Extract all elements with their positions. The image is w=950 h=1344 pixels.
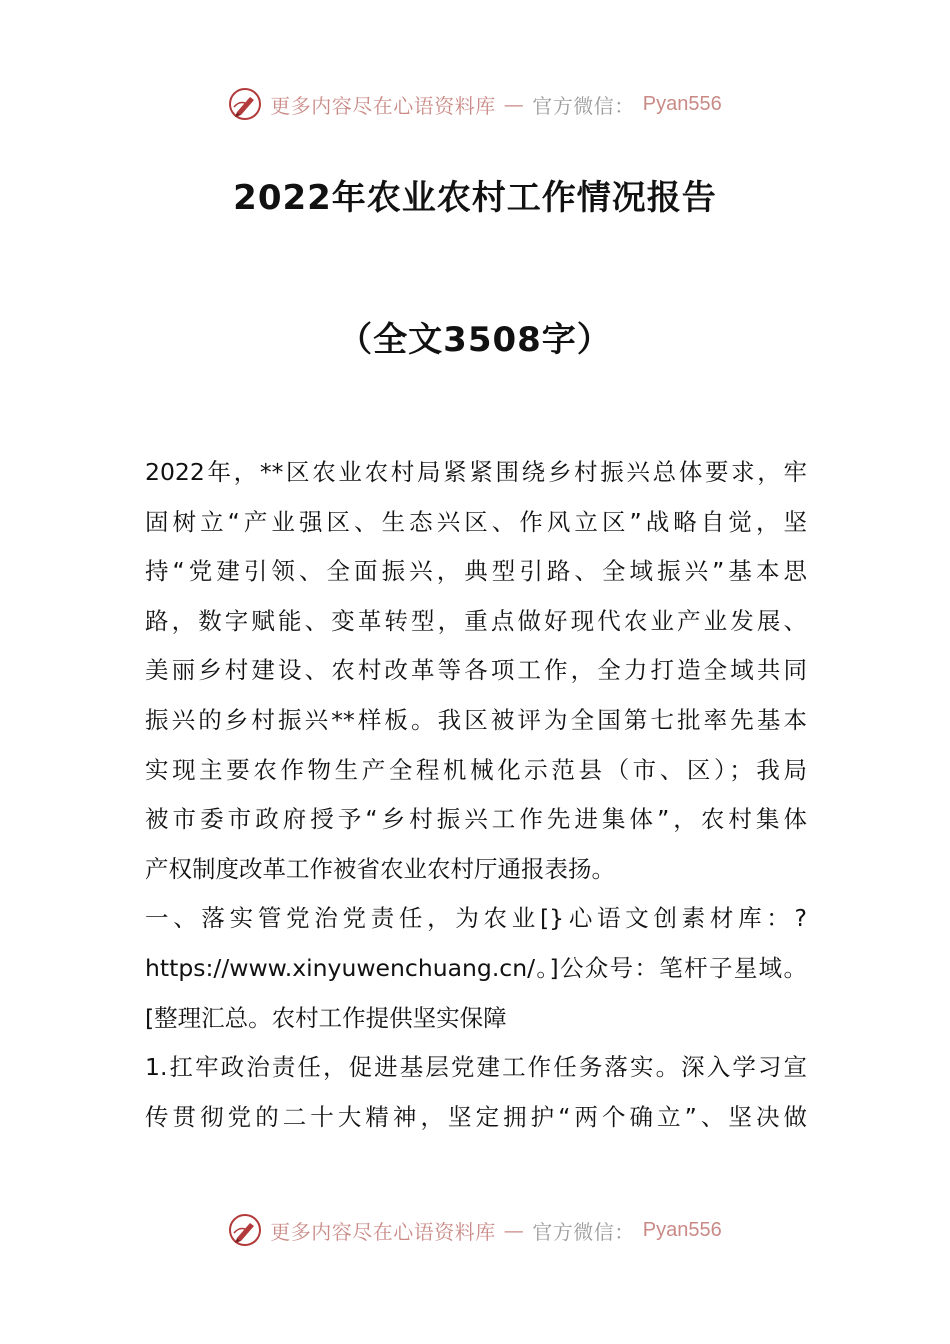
pen-logo-icon (228, 1213, 262, 1247)
section-heading-line: 一、落实管党治党责任，为农业[}心语文创素材库：? (145, 904, 807, 933)
section-heading-line: https://www.xinyuwenchuang.cn/。]公众号：笔杆子星域。 (145, 953, 807, 982)
footer-watermark (0, 1210, 950, 1250)
watermark-official-label: 官方微信： (532, 1219, 635, 1244)
section-heading-line: [整理汇总。农村工作提供坚实保障 (145, 1003, 507, 1032)
body-line: 产权制度改革工作被省农业农村厅通报表扬。 (145, 854, 615, 883)
watermark-wechat-id: Pyan556 (642, 1218, 722, 1241)
body-line: 实现主要农作物生产全程机械化示范县（市、区）；我局 (145, 755, 807, 784)
body-line: 美丽乡村建设、农村改革等各项工作，全力打造全域共同 (145, 656, 807, 685)
watermark-dash: — (503, 92, 525, 116)
body-line: 持“党建引领、全面振兴，典型引路、全域振兴”基本思 (145, 557, 807, 586)
body-line: 固树立“产业强区、生态兴区、作风立区”战略自觉，坚 (145, 507, 807, 536)
body-line: 被市委市政府授予“乡村振兴工作先进集体”，农村集体 (145, 805, 807, 834)
body-line: 振兴的乡村振兴**样板。我区被评为全国第七批率先基本 (145, 705, 807, 734)
watermark-wechat-id: Pyan556 (642, 92, 722, 115)
document-body (145, 448, 807, 1142)
document-title: 2022年农业农村工作情况报告 (233, 178, 717, 218)
pen-logo-icon (228, 87, 262, 121)
watermark-brand: 更多内容尽在心语资料库 (270, 93, 496, 118)
body-line: 2022年，**区农业农村局紧紧围绕乡村振兴总体要求，牢 (145, 458, 807, 486)
watermark-brand: 更多内容尽在心语资料库 (270, 1219, 496, 1244)
header-watermark (0, 84, 950, 124)
body-line: 1.扛牢政治责任，促进基层党建工作任务落实。深入学习宣 (145, 1053, 807, 1082)
document-subtitle: （全文3508字） (338, 320, 612, 360)
body-line: 路，数字赋能、变革转型，重点做好现代农业产业发展、 (145, 606, 807, 635)
watermark-dash: — (503, 1218, 525, 1242)
body-line: 传贯彻党的二十大精神，坚定拥护“两个确立”、坚决做 (145, 1102, 807, 1131)
watermark-official-label: 官方微信： (532, 93, 635, 118)
